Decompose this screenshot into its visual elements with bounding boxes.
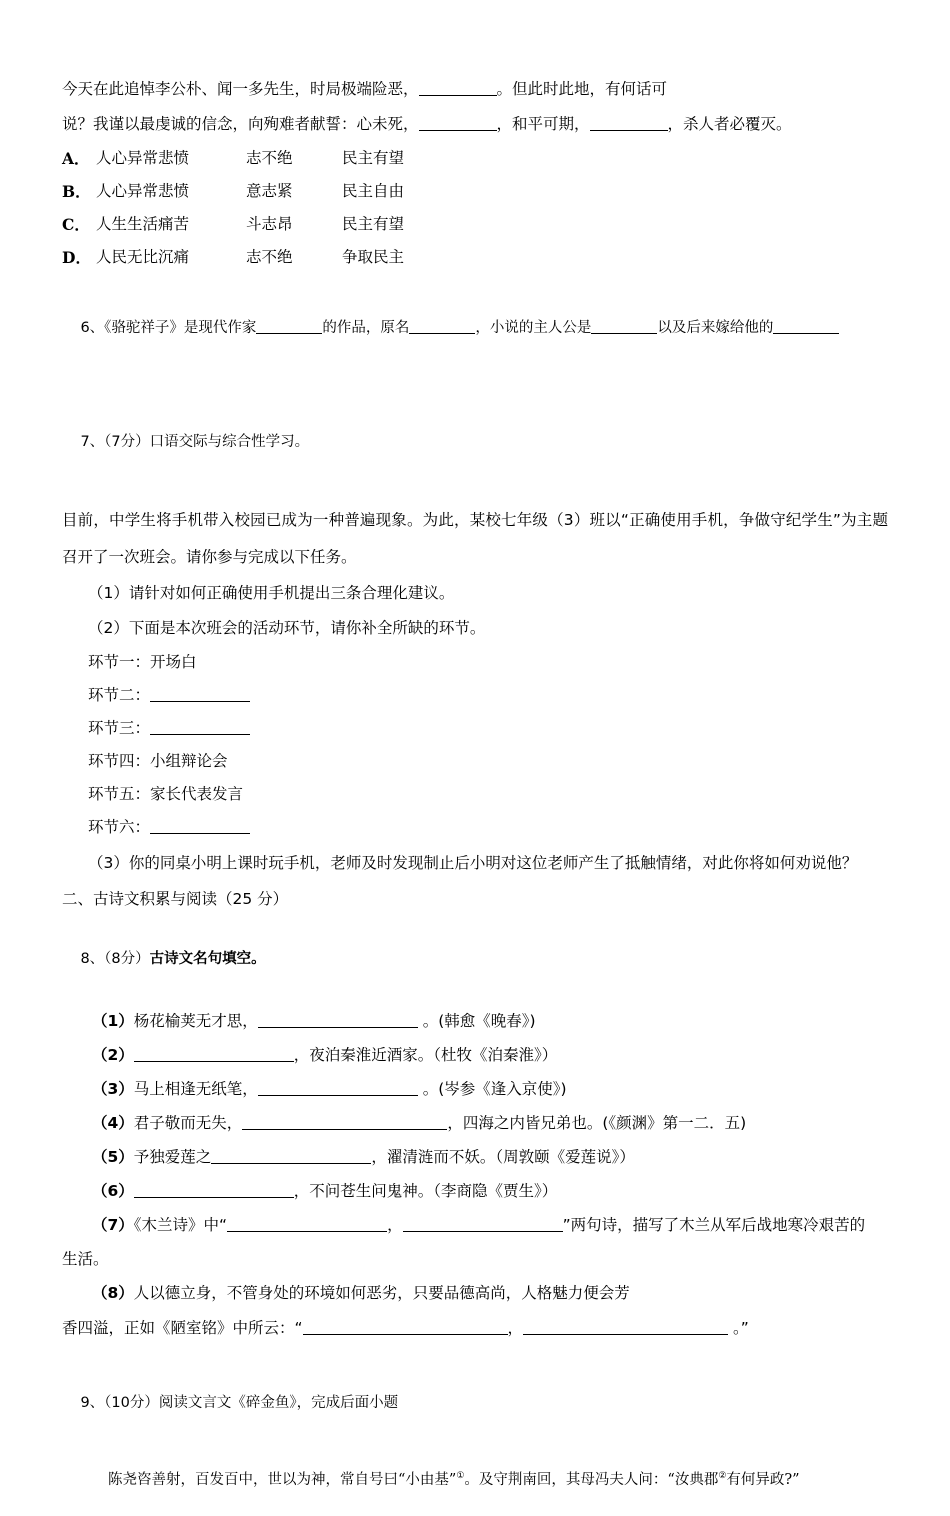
choice-b-col3: 民主自由	[342, 182, 405, 200]
q9-number: 9、（10分）	[80, 1395, 159, 1411]
q9-title: 阅读文言文《碎金鱼》，完成后面小题	[158, 1395, 399, 1411]
question-9-header	[62, 1346, 888, 1460]
choice-d-col1: 人民无比沉痛	[96, 248, 190, 266]
q8-item-5-after: ，濯清涟而不妖。（周敦颐《爱莲说》）	[371, 1148, 635, 1166]
q7-task-2: （2）下面是本次班会的活动环节，请你补全所缺的环节。	[88, 619, 486, 637]
choice-a-col3: 民主有望	[342, 149, 405, 167]
q8-item-4-before: 君子敬而无失，	[133, 1114, 243, 1132]
q8-item-7-sep: ，	[387, 1216, 403, 1234]
stem-text-3: 说？我谨以最虔诚的信念，向殉难者献誓：心未死，	[62, 115, 419, 133]
q8-item-8-sep: ，	[507, 1319, 524, 1337]
q6-part-3: ，小说的主人公是	[475, 320, 592, 336]
choice-d-label: D．	[62, 248, 91, 267]
q8-item-7-cont: 生活。	[62, 1250, 109, 1268]
q9-footnote-2: ②	[718, 1471, 727, 1481]
q8-item-7	[62, 1208, 888, 1242]
q8-item-5-index: （5）	[92, 1148, 134, 1166]
q6-blank-4	[773, 319, 839, 334]
choice-b[interactable]	[62, 175, 888, 208]
q7-step-6	[62, 811, 888, 844]
q8-item-1-blank	[258, 1013, 418, 1028]
choice-c-col3: 民主有望	[342, 215, 405, 233]
q6-number: 6、	[80, 320, 105, 336]
choice-b-col2: 意志紧	[246, 182, 293, 200]
q8-item-5-before: 予独爱莲之	[133, 1148, 212, 1166]
q8-item-5-blank	[211, 1149, 371, 1164]
choice-c[interactable]	[62, 208, 888, 241]
q8-item-2-after: ，夜泊秦淮近酒家。（杜牧《泊秦淮》）	[293, 1046, 558, 1064]
choice-b-col1: 人心异常悲愤	[96, 182, 190, 200]
choice-d[interactable]	[62, 241, 888, 274]
q8-item-6	[62, 1174, 888, 1208]
q8-item-2-blank	[134, 1047, 294, 1062]
q8-item-4-after: ，四海之内皆兄弟也。(《颜渊》第一二．五)	[447, 1114, 747, 1132]
q7-task-3: （3）你的同桌小明上课时玩手机，老师及时发现制止后小明对这位老师产生了抵触情绪，对此你将如何劝说他？	[88, 854, 858, 872]
q8-item-3-after: 。(岑参《逢入京使》)	[417, 1080, 567, 1098]
q6-part-1: 《骆驼祥子》是现代作家	[104, 320, 257, 336]
q8-item-5	[62, 1140, 888, 1174]
q8-item-3-before: 马上相逢无纸笔，	[133, 1080, 258, 1098]
question-stem-line-1	[62, 72, 888, 107]
q7-step-4-value: 小组辩论会	[150, 752, 228, 770]
q6-part-4: 以及后来嫁给他的	[657, 320, 774, 336]
q7-step-4-label: 环节四：	[88, 752, 151, 770]
q6-blank-2	[409, 319, 475, 334]
q8-item-1-after: 。(韩愈《晚春》)	[417, 1012, 536, 1030]
choice-d-col3: 争取民主	[342, 248, 405, 266]
question-8-header	[62, 914, 888, 1004]
q8-item-7-index: （7）	[92, 1216, 134, 1234]
question-6	[62, 274, 888, 382]
q7-step-2	[62, 679, 888, 712]
q9-text-after: 有何异政?”	[726, 1471, 800, 1488]
choice-d-col2: 志不绝	[246, 248, 293, 266]
choice-b-label: B．	[62, 182, 91, 201]
q8-item-1-before: 杨花榆荚无才思，	[133, 1012, 258, 1030]
choice-c-label: C．	[62, 215, 90, 234]
choice-a[interactable]	[62, 142, 888, 175]
q8-item-2-index: （2）	[92, 1046, 134, 1064]
q7-step-5	[62, 778, 888, 811]
stem-blank-1	[419, 81, 497, 96]
q7-number: 7、（7分）	[80, 434, 150, 450]
q8-item-8-blank-2	[523, 1320, 728, 1335]
q8-item-8-blank-1	[303, 1320, 508, 1335]
q8-item-6-index: （6）	[92, 1182, 134, 1200]
q8-item-8-after: 。”	[728, 1319, 749, 1337]
q7-step-3	[62, 712, 888, 745]
stem-blank-2	[419, 116, 497, 131]
q8-item-7-after: ”两句诗，描写了木兰从军后战地寒冷艰苦的	[562, 1216, 866, 1234]
q9-text-mid: 。及守荆南回，其母冯夫人问：“汝典郡	[464, 1471, 719, 1488]
q8-item-8-index: （8）	[92, 1284, 134, 1302]
q8-item-8-text: 人以德立身，不管身处的环境如何恶劣，只要品德高尚，人格魅力便会芳	[133, 1284, 630, 1302]
q7-step-5-value: 家长代表发言	[150, 785, 244, 803]
q6-blank-1	[256, 319, 322, 334]
stem-text-2: 。但此时此地，有何话可	[496, 80, 668, 98]
stem-blank-3	[590, 116, 668, 131]
q7-step-2-blank	[150, 687, 250, 702]
section-2-title: 二、古诗文积累与阅读（25 分）	[62, 890, 289, 908]
q7-step-3-blank	[150, 720, 250, 735]
q9-passage	[62, 1460, 888, 1496]
stem-text-5: ，杀人者必覆灭。	[667, 115, 792, 133]
q8-item-7-before: 《木兰诗》中“	[133, 1216, 228, 1234]
q8-title: 古诗文名句填空。	[149, 951, 266, 967]
question-7-header	[62, 382, 888, 502]
q8-item-2	[62, 1038, 888, 1072]
q9-footnote-1: ①	[456, 1471, 465, 1481]
q8-item-8-line-2	[62, 1310, 888, 1346]
q9-text-before: 陈尧咨善射，百发百中，世以为神，常自号曰“小由基”	[108, 1471, 457, 1488]
stem-text-1: 今天在此追悼李公朴、闻一多先生，时局极端险恶，	[62, 80, 419, 98]
q7-step-3-label: 环节三：	[88, 719, 151, 737]
q8-item-7-blank-2	[403, 1217, 563, 1232]
choice-c-col2: 斗志昂	[246, 215, 293, 233]
q7-step-5-label: 环节五：	[88, 785, 151, 803]
q7-step-6-blank	[150, 819, 250, 834]
q8-item-1	[62, 1004, 888, 1038]
q7-step-6-label: 环节六：	[88, 818, 151, 836]
q8-item-4-index: （4）	[92, 1114, 134, 1132]
q7-step-1-value: 开场白	[150, 653, 197, 671]
q8-item-7-blank-1	[227, 1217, 387, 1232]
q7-step-1	[62, 646, 888, 679]
q7-step-2-label: 环节二：	[88, 686, 151, 704]
q8-item-3-blank	[258, 1081, 418, 1096]
q8-item-8-line-1	[62, 1276, 888, 1310]
q7-title: 口语交际与综合性学习。	[149, 434, 310, 450]
stem-text-4: ，和平可期，	[496, 115, 590, 133]
q8-item-1-index: （1）	[92, 1012, 134, 1030]
q8-item-6-blank	[134, 1183, 294, 1198]
question-stem-line-2	[62, 107, 888, 142]
q8-item-6-after: ，不问苍生问鬼神。（李商隐《贾生》）	[293, 1182, 558, 1200]
choice-a-label: A．	[62, 149, 90, 168]
q8-item-3-index: （3）	[92, 1080, 134, 1098]
q6-blank-3	[591, 319, 657, 334]
q8-item-4-blank	[242, 1115, 447, 1130]
q7-step-1-label: 环节一：	[88, 653, 151, 671]
q8-item-8-before: 香四溢，正如《陋室铭》中所云：“	[62, 1319, 303, 1337]
q7-task-1: （1）请针对如何正确使用手机提出三条合理化建议。	[88, 584, 455, 602]
q7-intro: 目前，中学生将手机带入校园已成为一种普遍现象。为此，某校七年级（3）班以“正确使用手机，争做守纪学生”为主题召开了一次班会。请你参与完成以下任务。	[62, 511, 888, 566]
q8-item-4	[62, 1106, 888, 1140]
choice-c-col1: 人生生活痛苦	[96, 215, 190, 233]
choice-a-col1: 人心异常悲愤	[96, 149, 190, 167]
q8-item-3	[62, 1072, 888, 1106]
choice-a-col2: 志不绝	[246, 149, 293, 167]
q6-part-2: 的作品，原名	[322, 320, 410, 336]
q8-number: 8、（8分）	[80, 951, 150, 967]
q7-step-4	[62, 745, 888, 778]
